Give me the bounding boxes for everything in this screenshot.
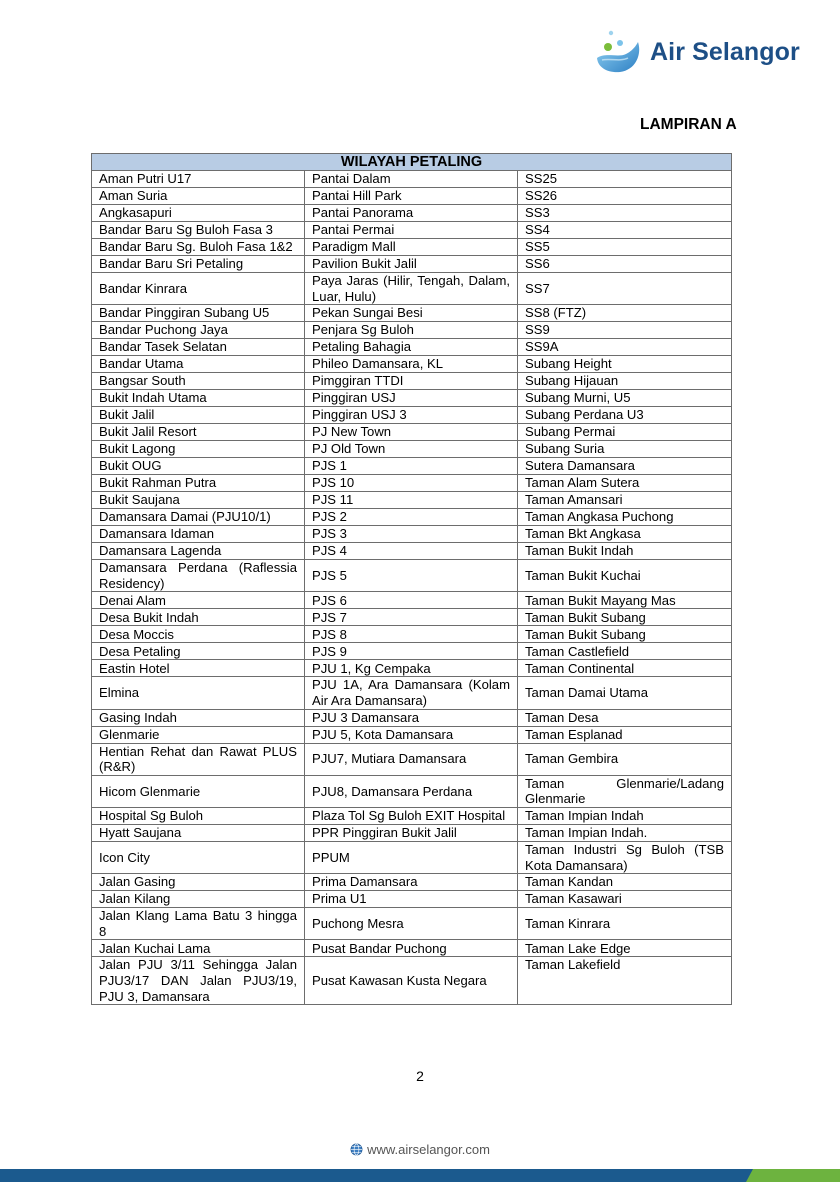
table-row: [92, 356, 732, 373]
table-cell-col1: Gasing Indah: [92, 709, 305, 726]
table-cell-col3: Taman Angkasa Puchong: [518, 509, 732, 526]
table-cell-col2: PJS 8: [305, 626, 518, 643]
table-cell-col3: Subang Suria: [518, 441, 732, 458]
table-cell-col1: Desa Bukit Indah: [92, 609, 305, 626]
table-cell-col3: Sutera Damansara: [518, 458, 732, 475]
table-cell-col3: Taman Castlefield: [518, 643, 732, 660]
table-cell-col1: Bandar Puchong Jaya: [92, 322, 305, 339]
table-row: [92, 841, 732, 873]
table-cell-col2: Pantai Hill Park: [305, 188, 518, 205]
table-row: [92, 458, 732, 475]
table-cell-col1: Bukit Lagong: [92, 441, 305, 458]
table-cell-col2: PJS 11: [305, 492, 518, 509]
table-cell-col1: Bukit Saujana: [92, 492, 305, 509]
table-row: [92, 824, 732, 841]
table-cell-col2: Pusat Kawasan Kusta Negara: [305, 957, 518, 1005]
table-cell-col2: PJ New Town: [305, 424, 518, 441]
table-cell-col1: Jalan Kilang: [92, 891, 305, 908]
table-cell-col3: Taman Amansari: [518, 492, 732, 509]
table-row: [92, 205, 732, 222]
table-cell-col1: Bandar Baru Sg. Buloh Fasa 1&2: [92, 239, 305, 256]
table-row: [92, 526, 732, 543]
table-cell-col2: PJS 2: [305, 509, 518, 526]
table-cell-col3: Subang Hijauan: [518, 373, 732, 390]
table-row: [92, 592, 732, 609]
table-cell-col1: Icon City: [92, 841, 305, 873]
footer-website: [0, 1142, 840, 1157]
table-cell-col3: SS7: [518, 273, 732, 305]
table-cell-col2: Prima U1: [305, 891, 518, 908]
table-row: [92, 273, 732, 305]
table-cell-col3: SS3: [518, 205, 732, 222]
table-row: [92, 543, 732, 560]
table-cell-col3: SS6: [518, 256, 732, 273]
table-cell-col1: Bandar Pinggiran Subang U5: [92, 305, 305, 322]
table-row: [92, 609, 732, 626]
table-cell-col1: Bangsar South: [92, 373, 305, 390]
table-row: [92, 957, 732, 1005]
table-cell-col2: Pavilion Bukit Jalil: [305, 256, 518, 273]
table-cell-col3: Taman Impian Indah.: [518, 824, 732, 841]
table-row: [92, 677, 732, 709]
table-row: [92, 726, 732, 743]
table-cell-col3: Taman Lakefield: [518, 957, 732, 1005]
appendix-label: LAMPIRAN A: [640, 116, 737, 133]
table-cell-col2: PJS 3: [305, 526, 518, 543]
table-cell-col2: PJS 1: [305, 458, 518, 475]
table-cell-col1: Aman Suria: [92, 188, 305, 205]
table-cell-col3: Taman Bkt Angkasa: [518, 526, 732, 543]
table-cell-col1: Bandar Baru Sg Buloh Fasa 3: [92, 222, 305, 239]
table-cell-col2: Pimggiran TTDI: [305, 373, 518, 390]
table-cell-col1: Angkasapuri: [92, 205, 305, 222]
table-cell-col3: Taman Bukit Indah: [518, 543, 732, 560]
footer-color-bar: [0, 1169, 840, 1182]
table-cell-col2: Puchong Mesra: [305, 908, 518, 940]
table-row: [92, 908, 732, 940]
table-row: [92, 775, 732, 807]
table-cell-col3: Subang Murni, U5: [518, 390, 732, 407]
table-row: [92, 660, 732, 677]
table-row: [92, 424, 732, 441]
table-cell-col1: Hospital Sg Buloh: [92, 807, 305, 824]
table-row: [92, 222, 732, 239]
table-row: [92, 560, 732, 592]
table-cell-col2: Pinggiran USJ: [305, 390, 518, 407]
table-cell-col1: Damansara Perdana (Raflessia Residency): [92, 560, 305, 592]
table-cell-col3: Taman Lake Edge: [518, 940, 732, 957]
table-cell-col1: Aman Putri U17: [92, 171, 305, 188]
table-cell-col2: PJS 4: [305, 543, 518, 560]
table-row: [92, 256, 732, 273]
air-selangor-logo: [594, 28, 800, 76]
table-cell-col3: SS9: [518, 322, 732, 339]
table-cell-col2: Pinggiran USJ 3: [305, 407, 518, 424]
footer-blue-band: [0, 1169, 840, 1182]
table-cell-col3: Taman Kinrara: [518, 908, 732, 940]
table-cell-col1: Damansara Lagenda: [92, 543, 305, 560]
table-row: [92, 305, 732, 322]
table-row: [92, 407, 732, 424]
table-cell-col2: Plaza Tol Sg Buloh EXIT Hospital: [305, 807, 518, 824]
table-cell-col1: Bandar Utama: [92, 356, 305, 373]
table-cell-col2: PJS 10: [305, 475, 518, 492]
table-cell-col1: Bukit OUG: [92, 458, 305, 475]
table-cell-col1: Jalan Gasing: [92, 874, 305, 891]
table-cell-col1: Bukit Rahman Putra: [92, 475, 305, 492]
table-cell-col3: Taman Kasawari: [518, 891, 732, 908]
table-cell-col3: Taman Bukit Kuchai: [518, 560, 732, 592]
table-row: [92, 188, 732, 205]
table-cell-col3: Taman Alam Sutera: [518, 475, 732, 492]
table-cell-col3: Taman Gembira: [518, 743, 732, 775]
table-cell-col3: SS25: [518, 171, 732, 188]
table-cell-col2: PPR Pinggiran Bukit Jalil: [305, 824, 518, 841]
table-row: [92, 322, 732, 339]
table-cell-col1: Damansara Damai (PJU10/1): [92, 509, 305, 526]
table-cell-col2: PJU 5, Kota Damansara: [305, 726, 518, 743]
table-row: [92, 940, 732, 957]
footer-green-band: [746, 1169, 840, 1182]
table-cell-col3: Subang Permai: [518, 424, 732, 441]
table-cell-col1: Bukit Jalil: [92, 407, 305, 424]
table-cell-col3: SS5: [518, 239, 732, 256]
table-cell-col3: Taman Kandan: [518, 874, 732, 891]
table-cell-col2: PPUM: [305, 841, 518, 873]
table-cell-col1: Desa Moccis: [92, 626, 305, 643]
globe-icon: [350, 1143, 363, 1156]
table-cell-col1: Elmina: [92, 677, 305, 709]
table-cell-col1: Bandar Kinrara: [92, 273, 305, 305]
table-cell-col2: PJU7, Mutiara Damansara: [305, 743, 518, 775]
table-cell-col2: PJ Old Town: [305, 441, 518, 458]
table-cell-col3: Taman Impian Indah: [518, 807, 732, 824]
table-cell-col1: Jalan Klang Lama Batu 3 hingga 8: [92, 908, 305, 940]
table-cell-col2: Pusat Bandar Puchong: [305, 940, 518, 957]
table-row: [92, 874, 732, 891]
table-cell-col2: Pantai Dalam: [305, 171, 518, 188]
table-cell-col1: Hicom Glenmarie: [92, 775, 305, 807]
table-row: [92, 390, 732, 407]
page-number: 2: [416, 1068, 424, 1084]
table-cell-col3: SS4: [518, 222, 732, 239]
table-cell-col1: Hyatt Saujana: [92, 824, 305, 841]
table-cell-col2: Paya Jaras (Hilir, Tengah, Dalam, Luar, Hulu): [305, 273, 518, 305]
table-cell-col1: Jalan Kuchai Lama: [92, 940, 305, 957]
table-cell-col2: Penjara Sg Buloh: [305, 322, 518, 339]
table-cell-col3: Taman Glenmarie/Ladang Glenmarie: [518, 775, 732, 807]
table-row: [92, 171, 732, 188]
area-table: [91, 153, 732, 1005]
table-cell-col1: Jalan PJU 3/11 Sehingga Jalan PJU3/17 DAN Jalan PJU3/19, PJU 3, Damansara: [92, 957, 305, 1005]
table-cell-col2: Pantai Panorama: [305, 205, 518, 222]
table-cell-col1: Bandar Tasek Selatan: [92, 339, 305, 356]
table-cell-col3: SS8 (FTZ): [518, 305, 732, 322]
table-cell-col2: PJS 5: [305, 560, 518, 592]
table-cell-col3: Taman Desa: [518, 709, 732, 726]
table-cell-col2: PJS 6: [305, 592, 518, 609]
table-cell-col2: Prima Damansara: [305, 874, 518, 891]
website-url[interactable]: www.airselangor.com: [367, 1142, 490, 1157]
table-cell-col2: Pantai Permai: [305, 222, 518, 239]
table-cell-col2: PJU 1A, Ara Damansara (Kolam Air Ara Damansara): [305, 677, 518, 709]
table-row: [92, 626, 732, 643]
table-cell-col3: Subang Perdana U3: [518, 407, 732, 424]
table-cell-col3: Taman Damai Utama: [518, 677, 732, 709]
table-title: WILAYAH PETALING: [92, 154, 732, 171]
table-cell-col1: Hentian Rehat dan Rawat PLUS (R&R): [92, 743, 305, 775]
table-cell-col2: Phileo Damansara, KL: [305, 356, 518, 373]
table-cell-col3: SS9A: [518, 339, 732, 356]
table-row: [92, 709, 732, 726]
table-cell-col2: PJS 9: [305, 643, 518, 660]
table-cell-col1: Denai Alam: [92, 592, 305, 609]
table-row: [92, 239, 732, 256]
table-body: [92, 171, 732, 1005]
logo-text: Air Selangor: [650, 37, 800, 66]
table-row: [92, 492, 732, 509]
table-header-row: [92, 154, 732, 171]
table-cell-col3: Taman Bukit Subang: [518, 609, 732, 626]
table-row: [92, 441, 732, 458]
table-row: [92, 475, 732, 492]
table-cell-col2: PJU 1, Kg Cempaka: [305, 660, 518, 677]
table-cell-col3: Taman Continental: [518, 660, 732, 677]
table-row: [92, 743, 732, 775]
table-cell-col2: PJS 7: [305, 609, 518, 626]
table-cell-col3: Taman Bukit Subang: [518, 626, 732, 643]
table-row: [92, 373, 732, 390]
table-row: [92, 509, 732, 526]
table-cell-col2: Paradigm Mall: [305, 239, 518, 256]
table-cell-col3: Taman Industri Sg Buloh (TSB Kota Damansara): [518, 841, 732, 873]
table-cell-col3: Subang Height: [518, 356, 732, 373]
table-cell-col2: Pekan Sungai Besi: [305, 305, 518, 322]
table-row: [92, 339, 732, 356]
table-cell-col1: Bukit Indah Utama: [92, 390, 305, 407]
table-cell-col2: PJU 3 Damansara: [305, 709, 518, 726]
table-cell-col3: Taman Bukit Mayang Mas: [518, 592, 732, 609]
table-cell-col2: PJU8, Damansara Perdana: [305, 775, 518, 807]
table-cell-col1: Glenmarie: [92, 726, 305, 743]
table-row: [92, 643, 732, 660]
table-cell-col3: SS26: [518, 188, 732, 205]
table-cell-col1: Desa Petaling: [92, 643, 305, 660]
table-cell-col2: Petaling Bahagia: [305, 339, 518, 356]
table-cell-col1: Bukit Jalil Resort: [92, 424, 305, 441]
table-row: [92, 891, 732, 908]
table-cell-col3: Taman Esplanad: [518, 726, 732, 743]
table-cell-col1: Bandar Baru Sri Petaling: [92, 256, 305, 273]
water-drop-logo-icon: [594, 28, 648, 76]
table-cell-col1: Damansara Idaman: [92, 526, 305, 543]
table-row: [92, 807, 732, 824]
table-cell-col1: Eastin Hotel: [92, 660, 305, 677]
